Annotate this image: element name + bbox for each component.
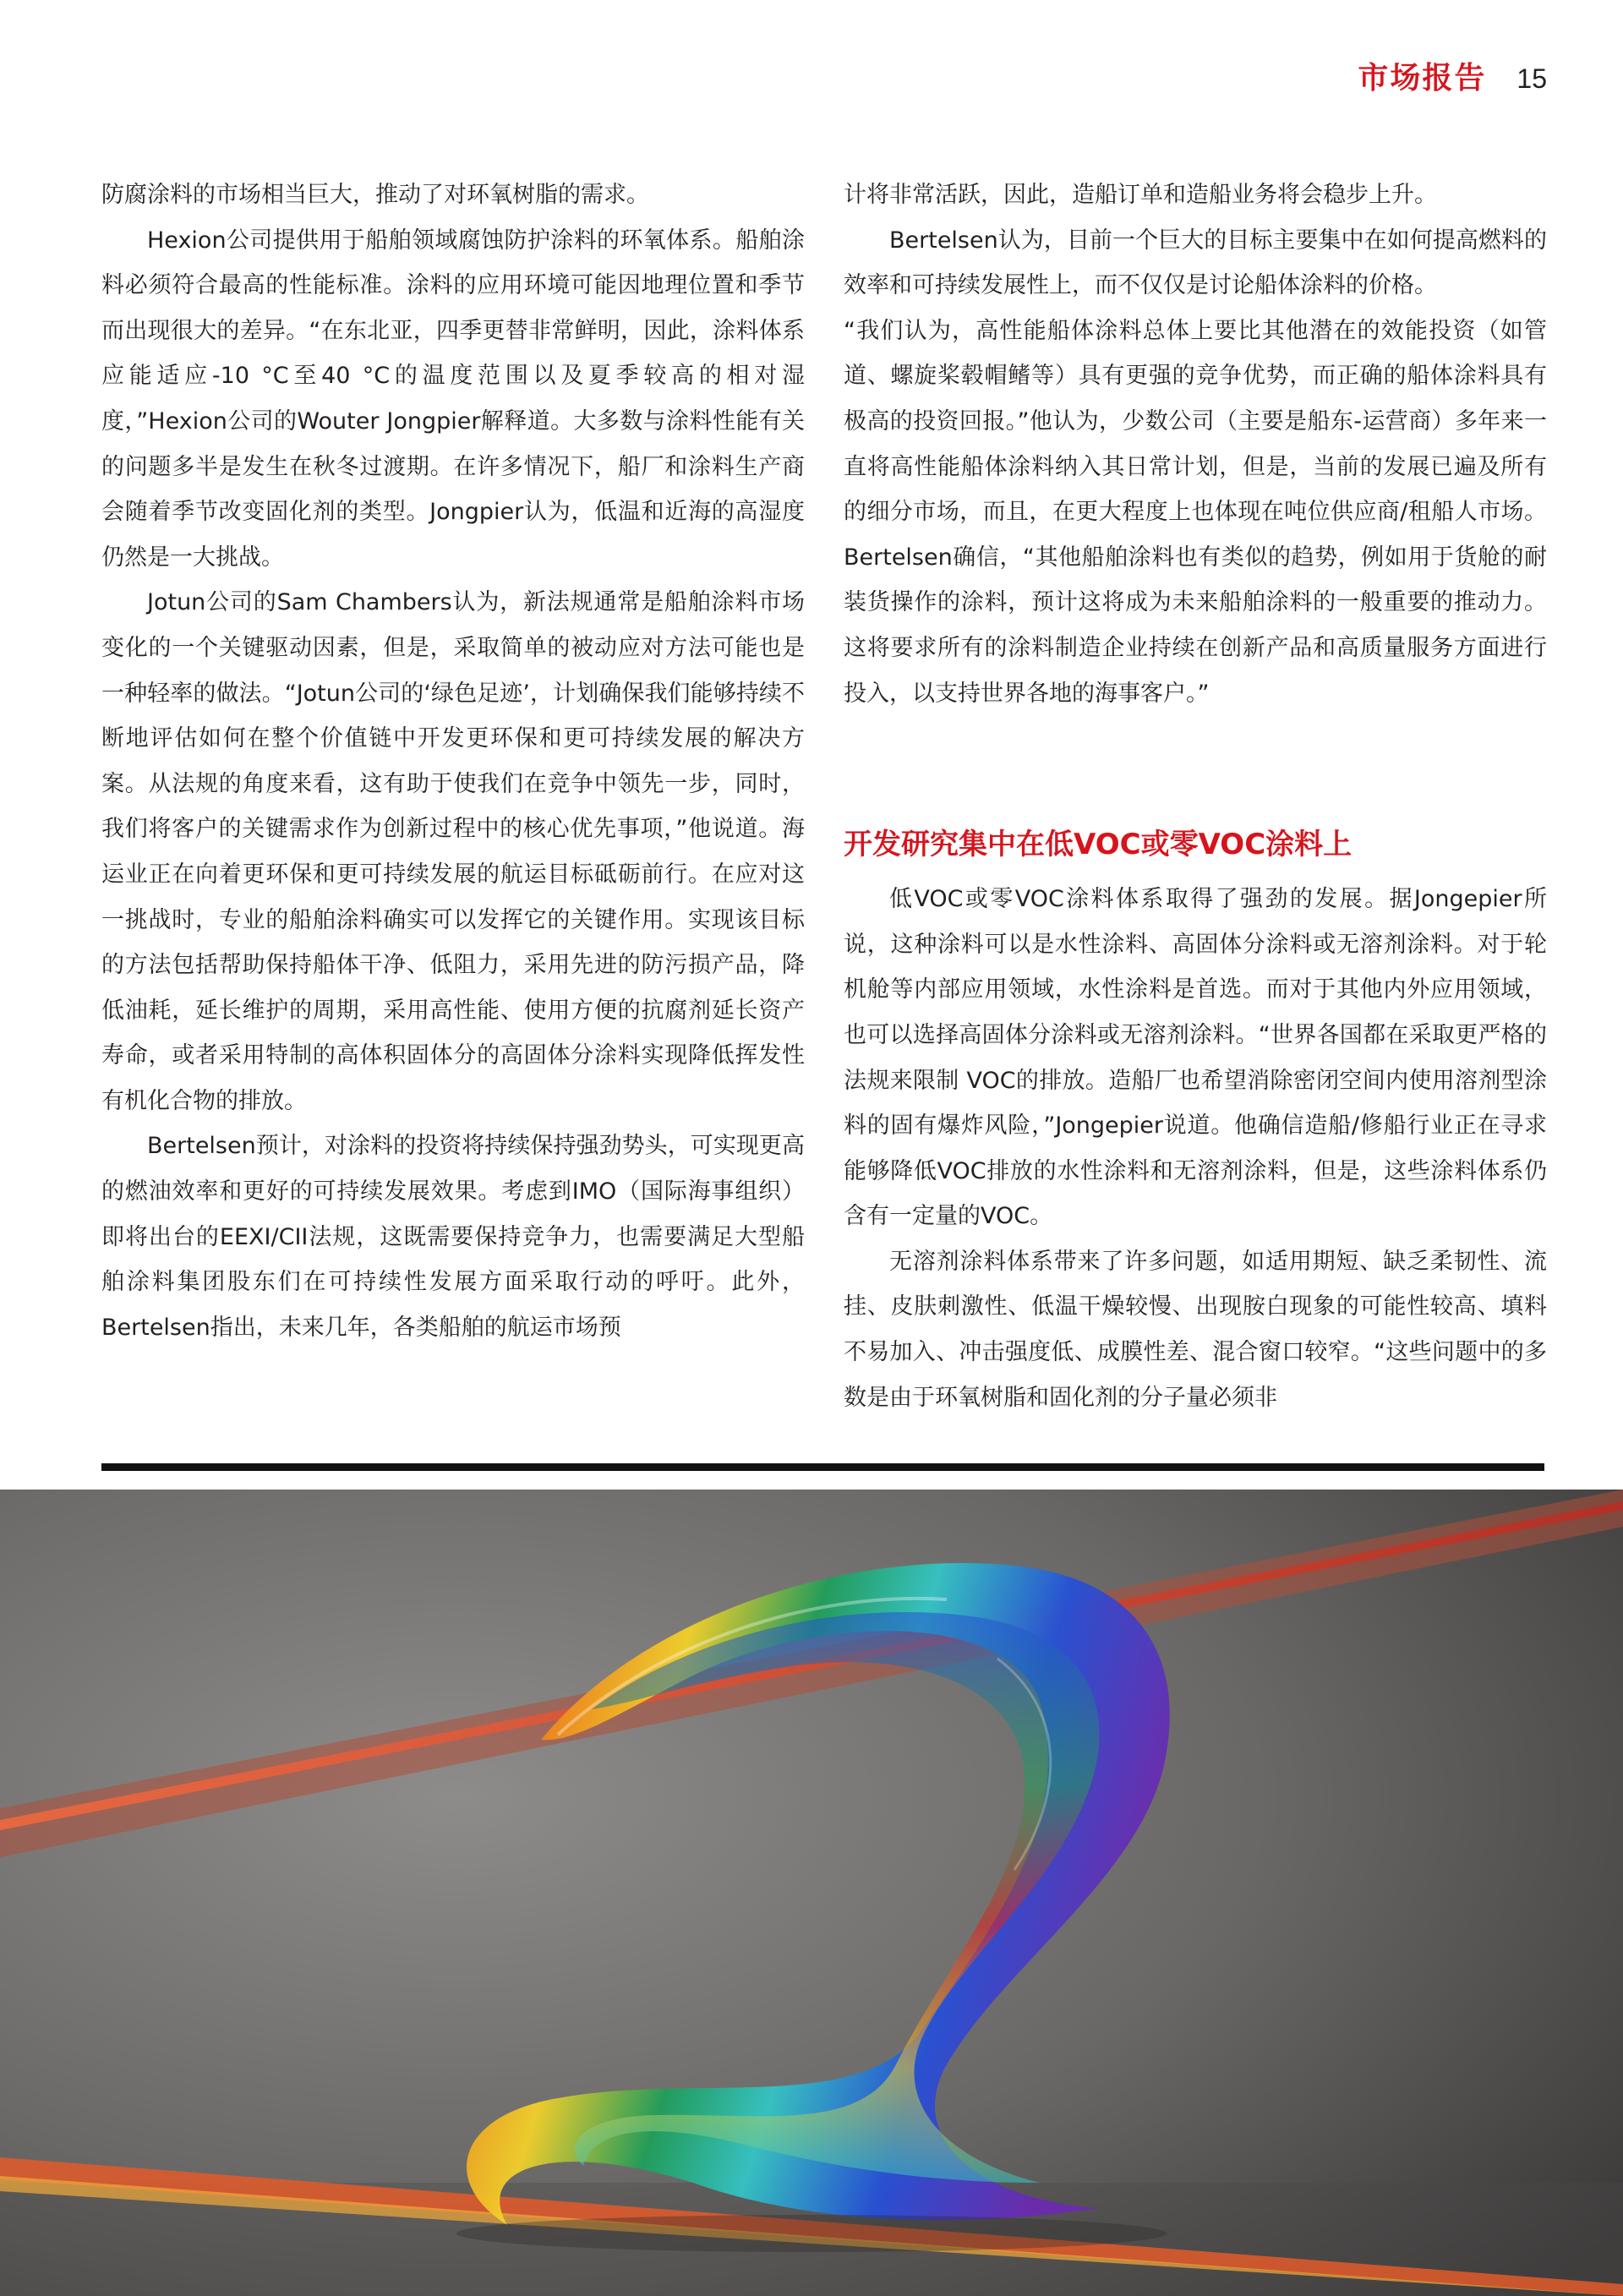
body-paragraph: Bertelsen预计，对涂料的投资将持续保持强劲势头，可实现更高的燃油效率和更好的可持续发展效果。考虑到IMO（国际海事组织）即将出台的EEXI/CII法规，这既需要保持竞争力，也需要满足大型船舶涂料集团股东们在可持续性发展方面采取行动的呼吁。此外，Bertelsen指出，未来几年，各类船舶的航运市场预 <box>101 1133 805 1341</box>
body-paragraph: 无溶剂涂料体系带来了许多问题，如适用期短、缺乏柔韧性、流挂、皮肤刺激性、低温干燥较慢、出现胺白现象的可能性较高、填料不易加入、冲击强度低、成膜性差、混合窗口较窄。“这些问题中的多数是由于环氧树脂和固化剂的分子量必须非 <box>844 1248 1547 1411</box>
divider-rule <box>101 1463 1544 1471</box>
page-header <box>1358 54 1547 97</box>
quote-paragraph: “我们认为，高性能船体涂料总体上要比其他潜在的效能投资（如管道、螺旋桨毂帽鳍等）具有更强的竞争优势，而正确的船体涂料具有极高的投资回报。”他认为，少数公司（主要是船东-运营商）多年来一直将高性能船体涂料纳入其日常计划，但是，当前的发展已遍及所有的细分市场，而且，在更大程度上也体现在吨位供应商/租船人市场。Bertelsen确信，“其他船舶涂料也有类似的趋势，例如用于货舱的耐装货操作的涂料，预计这将成为未来船舶涂料的一般重要的推动力。这将要求所有的涂料制造企业持续在创新产品和高质量服务方面进行投入，以支持世界各地的海事客户。” <box>844 317 1547 707</box>
section-subheading: 开发研究集中在低VOC或零VOC涂料上 <box>844 828 1352 862</box>
right-column <box>844 172 1547 1420</box>
abstract-paint-ribbon-image <box>0 1490 1623 2296</box>
body-paragraph: Hexion公司提供用于船舶领域腐蚀防护涂料的环氧体系。船舶涂料必须符合最高的性能标准。涂料的应用环境可能因地理位置和季节而出现很大的差异。“在东北亚，四季更替非常鲜明，因此，涂料体系应能适应-10 °C至40 °C的温度范围以及夏季较高的相对湿度，”Hexion公司的Wouter Jongpier解释道。大多数与涂料性能有关的问题多半是发生在秋冬过渡期。在许多情况下，船厂和涂料生产商会随着季节改变固化剂的类型。Jongpier认为，低温和近海的高湿度仍然是一大挑战。 <box>101 227 805 571</box>
body-paragraph: Jotun公司的Sam Chambers认为，新法规通常是船舶涂料市场变化的一个关键驱动因素，但是，采取简单的被动应对方法可能也是一种轻率的做法。“Jotun公司的‘绿色足迹’，计划确保我们能够持续不断地评估如何在整个价值链中开发更环保和更可持续发展的解决方案。从法规的角度来看，这有助于使我们在竞争中领先一步，同时，我们将客户的关键需求作为创新过程中的核心优先事项，”他说道。海运业正在向着更环保和更可持续发展的航运目标砥砺前行。在应对这一挑战时，专业的船舶涂料确实可以发挥它的关键作用。实现该目标的方法包括帮助保持船体干净、低阻力，采用先进的防污损产品，降低油耗，延长维护的周期，采用高性能、使用方便的抗腐剂延长资产寿命，或者采用特制的高体积固体分的高固体分涂料实现降低挥发性有机化合物的排放。 <box>101 589 805 1114</box>
section-title: 市场报告 <box>1358 61 1487 96</box>
body-paragraph: 防腐涂料的市场相当巨大，推动了对环氧树脂的需求。 <box>101 182 649 208</box>
body-paragraph: 计将非常活跃，因此，造船订单和造船业务将会稳步上升。 <box>844 182 1437 208</box>
body-paragraph: Bertelsen认为，目前一个巨大的目标主要集中在如何提高燃料的效率和可持续发展性上，而不仅仅是讨论船体涂料的价格。 <box>844 227 1547 299</box>
page-number: 15 <box>1516 63 1547 94</box>
abstract-paint-ribbon-icon <box>0 1490 1623 2296</box>
left-column <box>101 172 805 1350</box>
body-paragraph: 低VOC或零VOC涂料体系取得了强劲的发展。据Jongepier所说，这种涂料可以是水性涂料、高固体分涂料或无溶剂涂料。对于轮机舱等内部应用领域，水性涂料是首选。而对于其他内外应用领域，也可以选择高固体分涂料或无溶剂涂料。“世界各国都在采取更严格的法规来限制 VOC的排放。造船厂也希望消除密闭空间内使用溶剂型涂料的固有爆炸风险，”Jongepier说道。他确信造船/修船行业正在寻求能够降低VOC排放的水性涂料和无溶剂涂料，但是，这些涂料体系仍含有一定量的VOC。 <box>844 886 1547 1230</box>
